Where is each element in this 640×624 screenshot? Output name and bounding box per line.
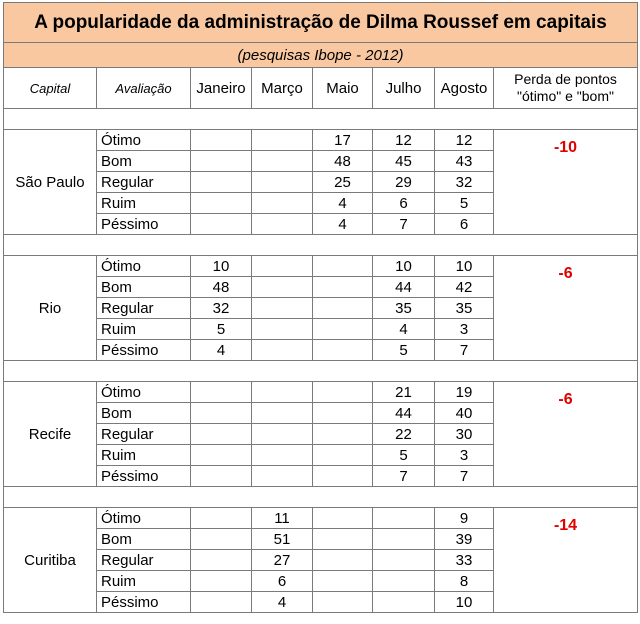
value-jul: 44 — [373, 277, 435, 298]
value-mar — [252, 214, 313, 235]
value-jul: 7 — [373, 214, 435, 235]
header-avaliacao: Avaliação — [97, 68, 191, 109]
value-jan: 5 — [191, 319, 252, 340]
points-loss: -6 — [494, 382, 638, 487]
rating-label: Bom — [97, 277, 191, 298]
value-jul: 4 — [373, 319, 435, 340]
value-ago: 33 — [435, 550, 494, 571]
table-title: A popularidade da administração de Dilma Roussef em capitais — [4, 3, 638, 43]
rating-label: Ruim — [97, 571, 191, 592]
table-row — [4, 256, 638, 277]
value-jul: 44 — [373, 403, 435, 424]
rating-label: Regular — [97, 172, 191, 193]
value-jul — [373, 571, 435, 592]
value-jan: 32 — [191, 298, 252, 319]
spacer-cell — [4, 109, 638, 130]
value-jul — [373, 529, 435, 550]
value-jul: 35 — [373, 298, 435, 319]
spacer-row — [4, 109, 638, 130]
value-ago: 5 — [435, 193, 494, 214]
rating-label: Regular — [97, 298, 191, 319]
value-mar — [252, 466, 313, 487]
header-perda: Perda de pontos "ótimo" e "bom" — [494, 68, 638, 109]
city-name: Recife — [4, 382, 97, 487]
value-jan — [191, 571, 252, 592]
value-ago: 42 — [435, 277, 494, 298]
value-jul — [373, 508, 435, 529]
value-mar — [252, 298, 313, 319]
value-mar: 11 — [252, 508, 313, 529]
header-janeiro: Janeiro — [191, 68, 252, 109]
rating-label: Péssimo — [97, 214, 191, 235]
value-ago: 43 — [435, 151, 494, 172]
popularity-table — [3, 2, 638, 613]
spacer-cell — [4, 361, 638, 382]
header-agosto: Agosto — [435, 68, 494, 109]
rating-label: Bom — [97, 151, 191, 172]
value-mai: 48 — [313, 151, 373, 172]
rating-label: Ruim — [97, 319, 191, 340]
value-jan: 10 — [191, 256, 252, 277]
value-mai — [313, 382, 373, 403]
value-ago: 32 — [435, 172, 494, 193]
value-mar — [252, 193, 313, 214]
value-mai: 4 — [313, 214, 373, 235]
value-jan — [191, 193, 252, 214]
value-mar — [252, 319, 313, 340]
spacer-cell — [4, 235, 638, 256]
value-mai — [313, 550, 373, 571]
value-ago: 40 — [435, 403, 494, 424]
value-mar — [252, 382, 313, 403]
value-mar — [252, 340, 313, 361]
header-maio: Maio — [313, 68, 373, 109]
value-ago: 10 — [435, 592, 494, 613]
value-jul: 22 — [373, 424, 435, 445]
value-ago: 39 — [435, 529, 494, 550]
value-ago: 6 — [435, 214, 494, 235]
rating-label: Regular — [97, 424, 191, 445]
value-mar — [252, 256, 313, 277]
value-mar — [252, 445, 313, 466]
value-mai — [313, 424, 373, 445]
value-jul: 29 — [373, 172, 435, 193]
value-ago: 35 — [435, 298, 494, 319]
value-jan — [191, 508, 252, 529]
rating-label: Ótimo — [97, 256, 191, 277]
value-jan: 48 — [191, 277, 252, 298]
table-subtitle: (pesquisas Ibope - 2012) — [4, 43, 638, 68]
value-mar — [252, 403, 313, 424]
rating-label: Péssimo — [97, 592, 191, 613]
rating-label: Péssimo — [97, 466, 191, 487]
value-ago: 19 — [435, 382, 494, 403]
rating-label: Ruim — [97, 193, 191, 214]
value-mar: 6 — [252, 571, 313, 592]
value-jan: 4 — [191, 340, 252, 361]
value-jul: 10 — [373, 256, 435, 277]
value-jul: 45 — [373, 151, 435, 172]
value-jul: 5 — [373, 445, 435, 466]
value-mar — [252, 172, 313, 193]
rating-label: Péssimo — [97, 340, 191, 361]
value-mai — [313, 445, 373, 466]
value-mar — [252, 424, 313, 445]
value-mar — [252, 151, 313, 172]
value-mar: 4 — [252, 592, 313, 613]
value-jul: 12 — [373, 130, 435, 151]
value-jul: 5 — [373, 340, 435, 361]
value-ago: 8 — [435, 571, 494, 592]
spacer-row — [4, 361, 638, 382]
value-mai — [313, 403, 373, 424]
value-mar: 51 — [252, 529, 313, 550]
table-row — [4, 130, 638, 151]
value-jan — [191, 445, 252, 466]
value-mar — [252, 130, 313, 151]
header-row — [4, 68, 638, 109]
value-mai: 25 — [313, 172, 373, 193]
value-mai — [313, 529, 373, 550]
value-ago: 9 — [435, 508, 494, 529]
table-row — [4, 382, 638, 403]
header-capital: Capital — [4, 68, 97, 109]
value-jul — [373, 550, 435, 571]
value-jan — [191, 550, 252, 571]
value-mar: 27 — [252, 550, 313, 571]
value-jan — [191, 382, 252, 403]
value-jul — [373, 592, 435, 613]
value-ago: 30 — [435, 424, 494, 445]
value-mai: 4 — [313, 193, 373, 214]
table-row — [4, 508, 638, 529]
value-mai — [313, 277, 373, 298]
rating-label: Ótimo — [97, 130, 191, 151]
value-ago: 7 — [435, 340, 494, 361]
value-mai — [313, 319, 373, 340]
rating-label: Ótimo — [97, 508, 191, 529]
value-jul: 7 — [373, 466, 435, 487]
rating-label: Ruim — [97, 445, 191, 466]
value-jan — [191, 172, 252, 193]
value-mai — [313, 571, 373, 592]
value-jul: 21 — [373, 382, 435, 403]
value-jan — [191, 151, 252, 172]
value-mai — [313, 256, 373, 277]
points-loss: -6 — [494, 256, 638, 361]
value-ago: 10 — [435, 256, 494, 277]
value-mai: 17 — [313, 130, 373, 151]
value-mai — [313, 340, 373, 361]
header-marco: Março — [252, 68, 313, 109]
value-mai — [313, 298, 373, 319]
rating-label: Bom — [97, 403, 191, 424]
value-mai — [313, 592, 373, 613]
rating-label: Ótimo — [97, 382, 191, 403]
value-jan — [191, 592, 252, 613]
city-name: Curitiba — [4, 508, 97, 613]
city-name: Rio — [4, 256, 97, 361]
value-jan — [191, 466, 252, 487]
value-jan — [191, 403, 252, 424]
value-ago: 7 — [435, 466, 494, 487]
value-mai — [313, 508, 373, 529]
value-ago: 3 — [435, 319, 494, 340]
value-jan — [191, 529, 252, 550]
rating-label: Regular — [97, 550, 191, 571]
header-julho: Julho — [373, 68, 435, 109]
spacer-cell — [4, 487, 638, 508]
points-loss: -10 — [494, 130, 638, 235]
rating-label: Bom — [97, 529, 191, 550]
spacer-row — [4, 487, 638, 508]
value-jan — [191, 130, 252, 151]
city-name: São Paulo — [4, 130, 97, 235]
value-mai — [313, 466, 373, 487]
points-loss: -14 — [494, 508, 638, 613]
spacer-row — [4, 235, 638, 256]
value-jan — [191, 214, 252, 235]
value-jul: 6 — [373, 193, 435, 214]
value-ago: 3 — [435, 445, 494, 466]
value-ago: 12 — [435, 130, 494, 151]
value-mar — [252, 277, 313, 298]
value-jan — [191, 424, 252, 445]
